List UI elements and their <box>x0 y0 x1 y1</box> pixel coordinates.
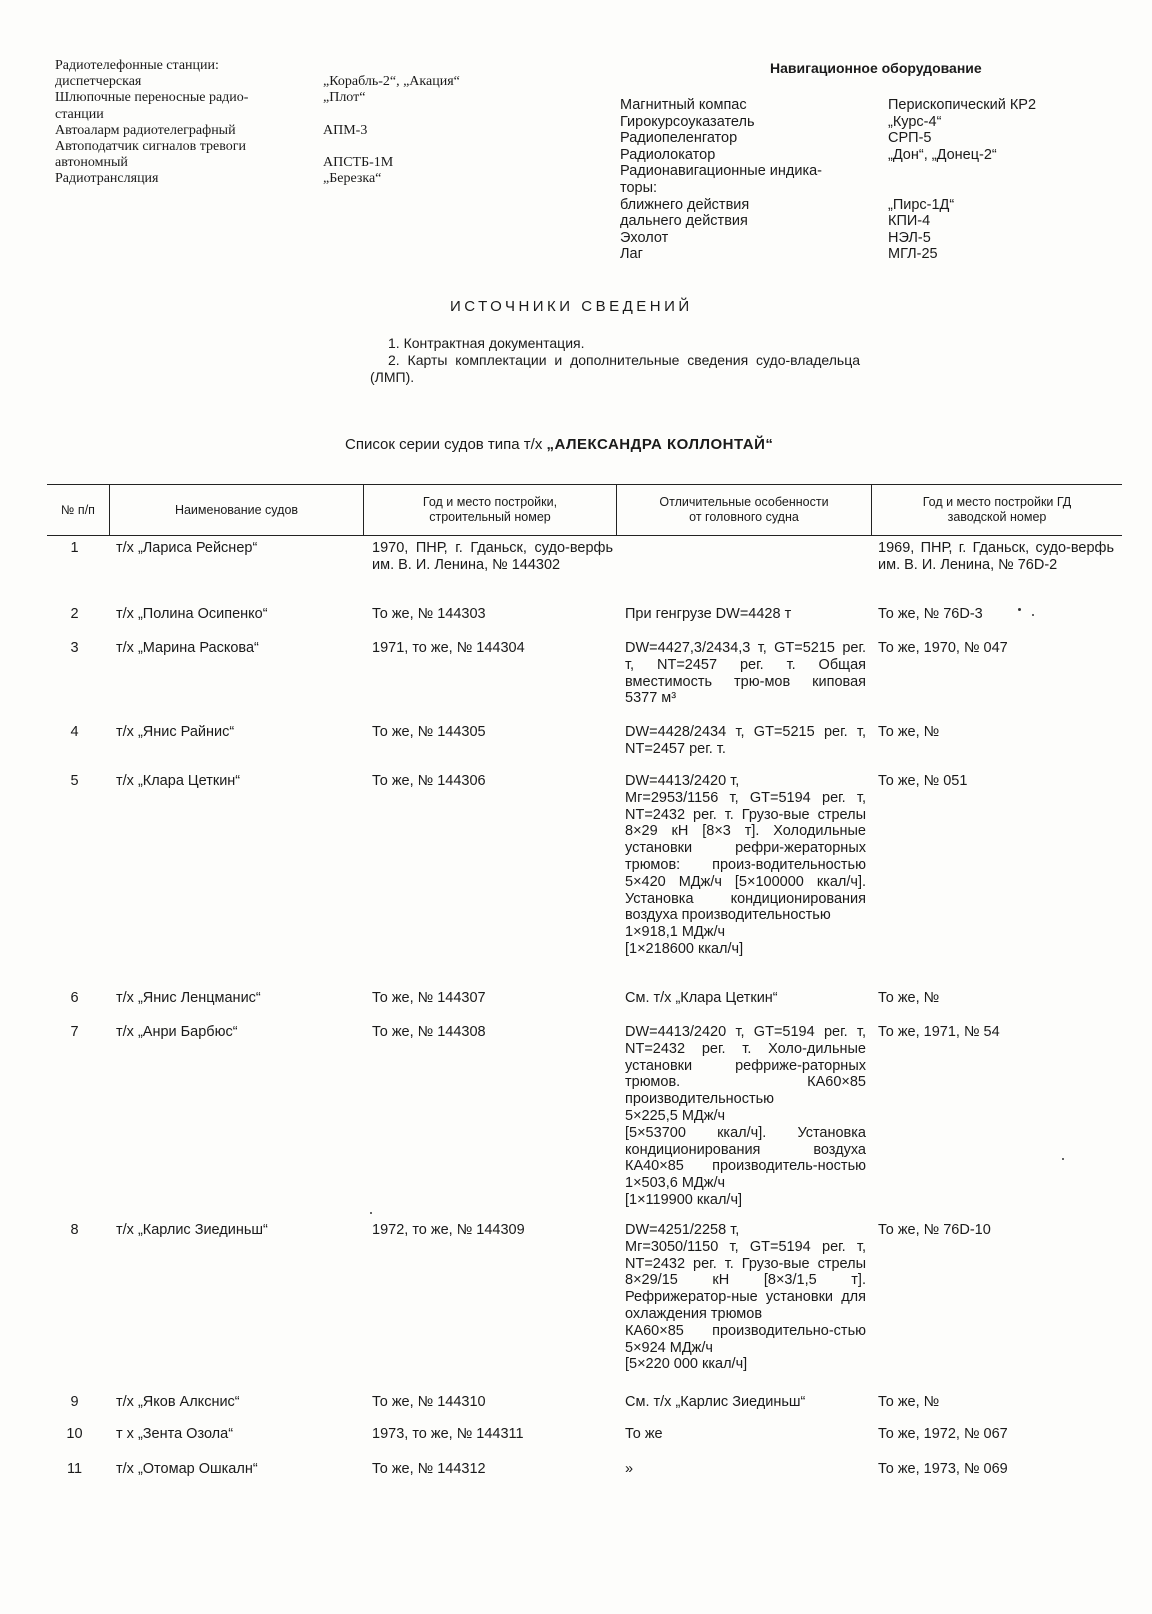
engine-info: То же, № 76D-10 <box>878 1222 991 1238</box>
build-info: 1971, то же, № 144304 <box>372 640 525 656</box>
scan-speck <box>370 1212 372 1214</box>
nav-item-value: НЭЛ-5 <box>888 229 931 246</box>
ship-name: т/х „Клара Цеткин“ <box>116 773 241 789</box>
ships-table <box>47 484 1122 1477</box>
nav-item-value: СРП-5 <box>888 130 932 147</box>
list-title <box>345 436 773 453</box>
source-item-1: 1. Контрактная документация. <box>388 335 585 351</box>
header-ship-name: Наименование судов <box>110 485 364 535</box>
radio-item-value: „Березка“ <box>323 171 382 187</box>
engine-info: 1969, ПНР, г. Гданьск, судо-верфь им. В. И. Ленина, № 76D-2 <box>878 540 1114 573</box>
build-info: То же, № 144306 <box>372 773 486 789</box>
ship-name: т/х „Яков Алкснис“ <box>116 1394 240 1410</box>
radio-item-row <box>55 90 515 122</box>
row-number: 6 <box>70 990 79 1006</box>
nav-item-row <box>620 230 1100 247</box>
header-differences: Отличительные особенности от головного судна <box>617 485 872 535</box>
row-number: 8 <box>70 1222 79 1238</box>
radio-equipment-list <box>55 58 515 188</box>
table-row <box>47 1394 1122 1411</box>
nav-item-value: „Дон“, „Донец-2“ <box>888 146 997 163</box>
nav-item-row <box>620 213 1100 230</box>
differences: То же <box>625 1426 663 1442</box>
table-row <box>47 640 1122 707</box>
build-info: 1972, то же, № 144309 <box>372 1222 525 1238</box>
header-build-year: Год и место постройки, строительный номер <box>364 485 617 535</box>
list-title-name: „АЛЕКСАНДРА КОЛЛОНТАЙ“ <box>546 436 774 453</box>
header-engine-year: Год и место постройки ГД заводской номер <box>922 495 1072 524</box>
row-number: 5 <box>70 773 79 789</box>
nav-item-label: Гирокурсоуказатель <box>620 113 755 130</box>
scan-speck <box>1032 614 1034 616</box>
ship-name: т/х „Анри Барбюс“ <box>116 1024 238 1040</box>
row-number: 2 <box>70 606 79 622</box>
radio-item-label: Автоаларм радиотелеграфный <box>55 122 236 138</box>
row-number: 7 <box>70 1024 79 1040</box>
table-row <box>47 773 1122 958</box>
row-number: 1 <box>70 540 79 556</box>
nav-item-row <box>620 197 1100 214</box>
table-row <box>47 1024 1122 1209</box>
nav-item-label: дальнего действия <box>620 213 748 230</box>
differences: См. т/х „Клара Цеткин“ <box>625 990 778 1006</box>
differences <box>617 540 872 574</box>
engine-info: То же, 1971, № 54 <box>878 1024 1000 1040</box>
header-number: № п/п <box>47 485 110 535</box>
radio-item-row <box>55 58 515 90</box>
engine-info: То же, 1970, № 047 <box>878 640 1008 656</box>
radio-item-row <box>55 139 515 171</box>
nav-item-label: Магнитный компас <box>620 97 747 113</box>
ship-name: т/х „Карлис Зиединьш“ <box>116 1222 268 1238</box>
radio-item-value: АПМ-3 <box>323 122 368 138</box>
table-row <box>47 606 1122 623</box>
source-item-2: 2. Карты комплектации и дополнительные сведения судо-владельца (ЛМП). <box>370 352 860 385</box>
radio-item-label: Радиотрансляция <box>55 171 159 187</box>
table-row <box>47 990 1122 1007</box>
engine-info: То же, № <box>878 724 940 740</box>
differences: При генгрузе DW=4428 т <box>625 606 792 622</box>
nav-item-row <box>620 163 1100 196</box>
row-number: 4 <box>70 724 79 740</box>
build-info: То же, № 144310 <box>372 1394 486 1410</box>
radio-item-value: АПСТБ-1М <box>323 155 394 171</box>
ship-name: т/х „Полина Осипенко“ <box>116 606 268 622</box>
nav-item-value <box>888 163 1100 196</box>
list-title-prefix: Список серии судов типа т/х <box>345 436 547 453</box>
build-info: То же, № 144305 <box>372 724 486 740</box>
engine-info: То же, № <box>878 1394 940 1410</box>
nav-item-label: Радиолокатор <box>620 146 716 163</box>
ship-name: т/х „Лариса Рейснер“ <box>116 540 258 556</box>
differences: DW=4427,3/2434,3 т, GT=5215 рег. т, NT=2457 рег. т. Общая вместимость трю-мов киповая 5377 м³ <box>625 640 866 707</box>
engine-info: То же, № 051 <box>878 773 968 789</box>
nav-item-label: Эхолот <box>620 229 669 246</box>
sources-list <box>370 335 860 386</box>
radio-item-label: Автоподатчик сигналов тревоги автономный <box>55 139 246 171</box>
engine-info: То же, 1972, № 067 <box>878 1426 1008 1442</box>
ship-name: т/х „Отомар Ошкалн“ <box>116 1461 258 1477</box>
build-info: 1973, то же, № 144311 <box>372 1426 524 1442</box>
differences: DW=4413/2420 т, Mг=2953/1156 т, GT=5194 рег. т, NT=2432 рег. т. Грузо-вые стрелы 8×29 кН [8×3 т]. Холодильные установки рефри-жераторных трюмов: произ-водительностью 5×420 МДж/ч [5×100000 ккал/ч]. Установка кондиционирования воздуха производительностью 1×918,1 МДж/ч [1×218600 ккал/ч] <box>625 773 866 957</box>
nav-item-label: ближнего действия <box>620 196 750 213</box>
radio-item-label: Радиотелефонные станции: диспетчерская <box>55 58 219 90</box>
nav-item-label: Радионавигационные индика- торы: <box>620 163 823 196</box>
navigation-title: Навигационное оборудование <box>770 60 982 76</box>
differences: DW=4428/2434 т, GT=5215 рег. т, NT=2457 рег. т. <box>625 724 866 757</box>
scan-speck <box>1018 608 1021 611</box>
ship-name: т/х „Янис Ленцманис“ <box>116 990 261 1006</box>
row-number: 11 <box>66 1461 83 1477</box>
nav-item-row <box>620 147 1100 164</box>
nav-item-label: Радиопеленгатор <box>620 130 738 147</box>
radio-item-label: Шлюпочные переносные радио- станции <box>55 90 249 122</box>
nav-item-value: КПИ-4 <box>888 213 931 230</box>
row-number: 10 <box>66 1426 83 1442</box>
row-number: 9 <box>70 1394 79 1410</box>
differences: » <box>625 1461 634 1477</box>
table-row <box>47 1222 1122 1373</box>
table-row <box>47 540 1122 574</box>
row-number: 3 <box>70 640 79 656</box>
table-row <box>47 724 1122 758</box>
differences: DW=4413/2420 т, GT=5194 рег. т, NT=2432 рег. т. Холо-дильные установки рефриже-раторных трюмов. КА60×85 производительностью 5×225,5 МДж/ч [5×53700 ккал/ч]. Установка кондиционирования воздуха КА40×85 производитель-ностью 1×503,6 МДж/ч [1×119900 ккал/ч] <box>625 1024 866 1208</box>
sources-title: ИСТОЧНИКИ СВЕДЕНИЙ <box>450 298 693 315</box>
engine-info: То же, № 76D-3 <box>878 606 983 622</box>
differences: DW=4251/2258 т, Mг=3050/1150 т, GT=5194 рег. т, NT=2432 рег. т. Грузо-вые стрелы 8×29/15 кН [8×3/1,5 т]. Рефрижератор-ные установки для охлаждения трюмов КА60×85 производительно-стью 5×924 МДж/ч [5×220 000 ккал/ч] <box>625 1222 866 1373</box>
scan-speck <box>1062 1158 1064 1160</box>
nav-item-row <box>620 97 1100 114</box>
table-header <box>47 484 1122 536</box>
ship-name: т/х „Марина Раскова“ <box>116 640 259 656</box>
build-info: То же, № 144303 <box>372 606 486 622</box>
nav-item-value: „Пирс-1Д“ <box>888 196 955 213</box>
nav-item-row <box>620 246 1100 263</box>
build-info: 1970, ПНР, г. Гданьск, судо-верфь им. В. И. Ленина, № 144302 <box>372 540 613 573</box>
ship-name: т х „Зента Озола“ <box>116 1426 234 1442</box>
differences: См. т/х „Карлис Зиединьш“ <box>625 1394 806 1410</box>
radio-item-row <box>55 171 515 187</box>
engine-info: То же, № <box>878 990 940 1006</box>
radio-item-row <box>55 123 515 139</box>
radio-item-value: „Корабль-2“, „Акация“ <box>323 74 460 90</box>
engine-info: То же, 1973, № 069 <box>878 1461 1008 1477</box>
nav-item-value: МГЛ-25 <box>888 246 938 263</box>
nav-item-value: Перископический КР2 <box>888 97 1037 113</box>
nav-item-value: „Курс-4“ <box>888 113 942 130</box>
nav-item-row <box>620 114 1100 131</box>
nav-item-label: Лаг <box>620 246 643 263</box>
radio-item-value: „Плот“ <box>323 90 366 106</box>
build-info: То же, № 144308 <box>372 1024 486 1040</box>
table-row <box>47 1461 1122 1478</box>
navigation-equipment-list <box>620 97 1100 263</box>
nav-item-row <box>620 130 1100 147</box>
build-info: То же, № 144307 <box>372 990 486 1006</box>
build-info: То же, № 144312 <box>372 1461 486 1477</box>
table-row <box>47 1426 1122 1443</box>
ship-name: т/х „Янис Райнис“ <box>116 724 235 740</box>
